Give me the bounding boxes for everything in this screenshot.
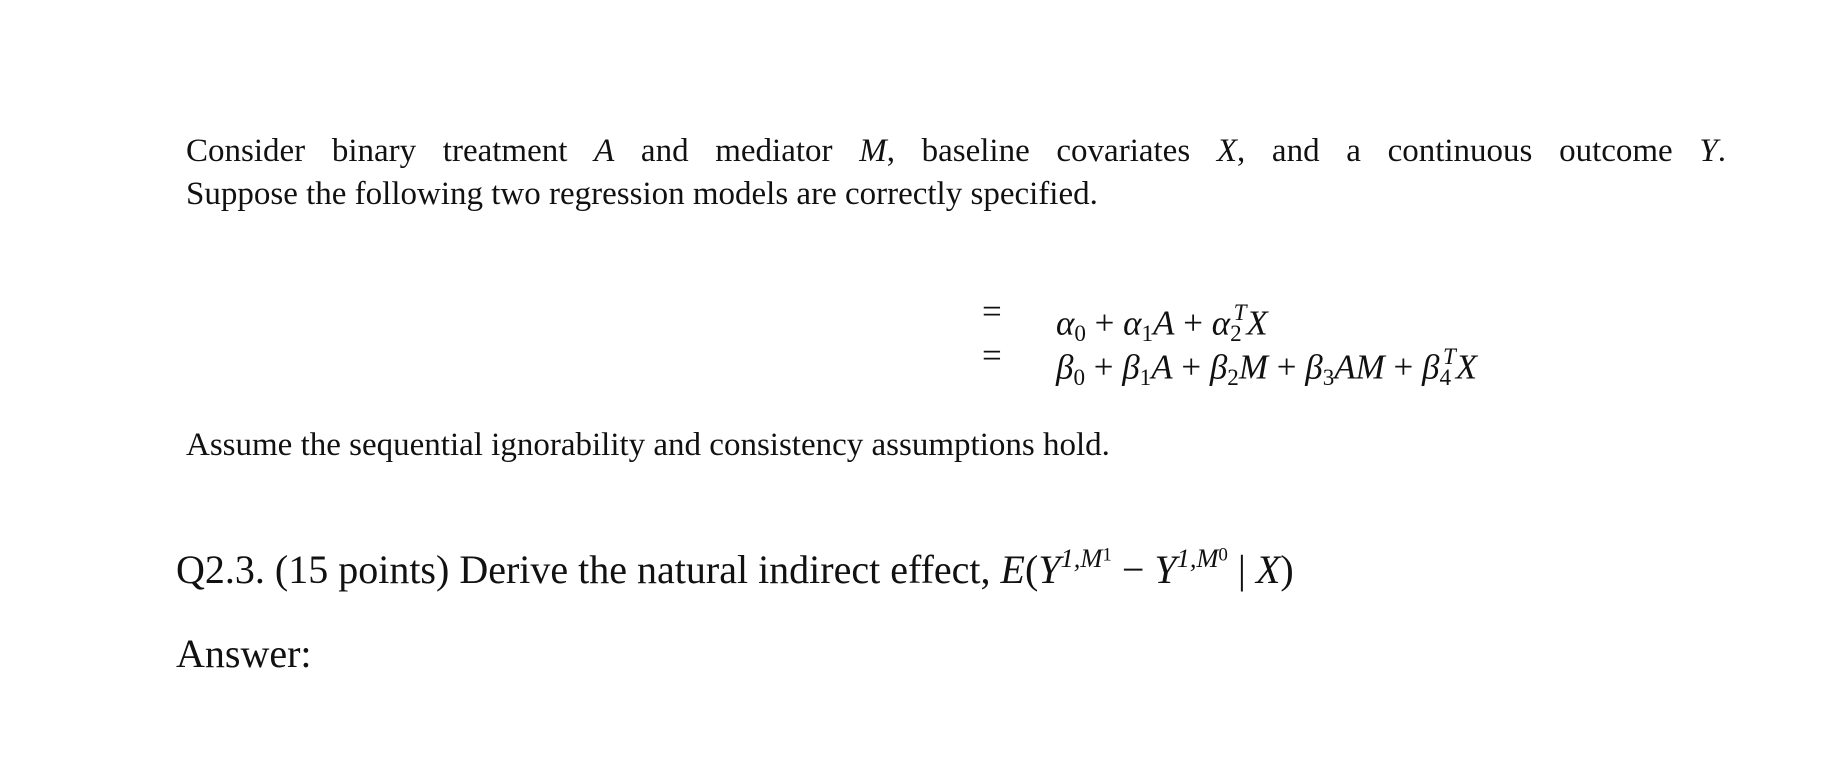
intro-paragraph <box>186 130 1746 216</box>
question-q2-3: Q2.3. (15 points) Derive the natural indirect effect, $E(Y^{1,M^1} - Y^{1,M^0}$ | X) <box>176 542 1294 592</box>
answer-label: Answer: <box>176 631 312 676</box>
equation-rhs-outcome: $\beta_0 + \beta_1A + \beta_2M + \beta_3AM + \beta_4^TX$ <box>1056 343 1478 390</box>
equation-equals-1: = <box>982 292 1002 331</box>
equation-equals-2: = <box>982 336 1002 375</box>
assumption-statement: Assume the sequential ignorability and consistency assumptions hold. <box>186 427 1110 463</box>
equation-rhs-logit: $\alpha_0 + \alpha_1A + \alpha_2^TX$ <box>1056 299 1268 346</box>
intro-line-1: Consider binary treatment A and mediator M, baseline covariates X, and a continuous outcome Y. <box>186 133 1726 169</box>
intro-line-2: Suppose the following two regression models are correctly specified. <box>186 176 1098 212</box>
